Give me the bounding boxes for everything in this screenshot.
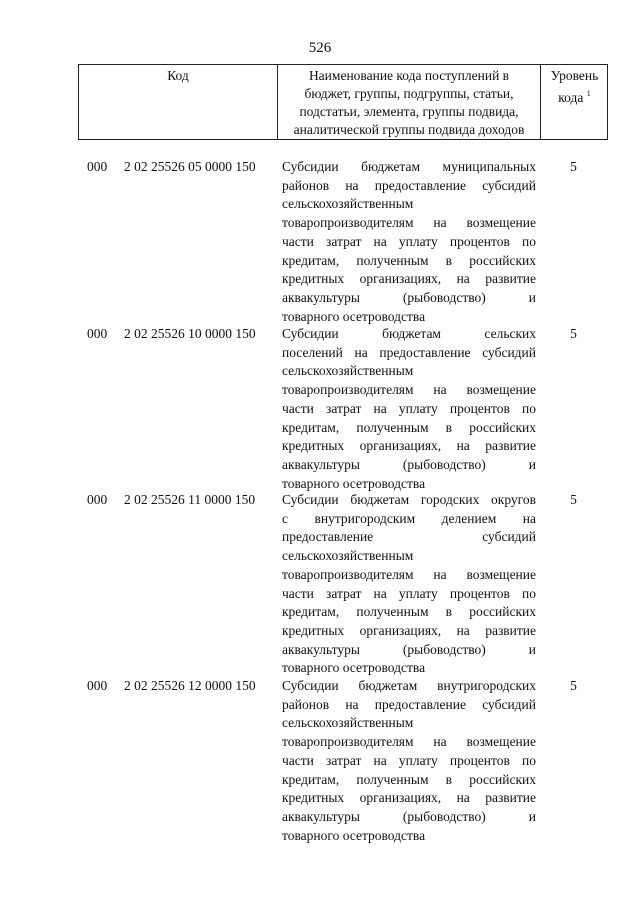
header-level-line1: Уровень: [550, 68, 599, 83]
header-name-line: подстатьи, элемента, группы подвида,: [299, 104, 519, 119]
revenue-name-line: части затрат на уплату процентов по: [282, 233, 536, 249]
code-level: 5: [570, 678, 577, 693]
revenue-name-line: товаропроизводителям на возмещение: [282, 215, 536, 231]
admin-code: 000: [87, 326, 108, 341]
revenue-name-line: кредитам, полученным в российских: [282, 604, 536, 620]
header-name-line: бюджет, группы, подгруппы, статьи,: [304, 86, 514, 101]
revenue-name-line: аквакультуры (рыбоводство) и: [282, 808, 536, 824]
revenue-name-line: сельскохозяйственным: [282, 196, 414, 212]
revenue-name-line: аквакультуры (рыбоводство) и: [282, 289, 536, 305]
revenue-name: [282, 491, 536, 678]
revenue-name-line: товарного осетроводства: [282, 475, 426, 491]
revenue-name-line: Субсидии бюджетам муниципальных: [282, 159, 536, 174]
header-level-text: кода: [558, 90, 584, 105]
code-level: 5: [570, 159, 577, 174]
revenue-name-line: товаропроизводителям на возмещение: [282, 734, 536, 750]
revenue-name: [282, 158, 536, 326]
revenue-name: [282, 677, 536, 845]
revenue-name-line: части затрат на уплату процентов по: [282, 752, 536, 768]
revenue-name-line: аквакультуры (рыбоводство) и: [282, 456, 536, 472]
revenue-name-line: кредитных организациях, на развитие: [282, 271, 536, 287]
revenue-code: 2 02 25526 10 0000 150: [124, 326, 256, 341]
page-number: 526: [308, 40, 332, 56]
revenue-name-line: с внутригородским делением на: [282, 510, 536, 526]
revenue-name-line: товаропроизводителям на возмещение: [282, 382, 536, 398]
revenue-name-line: части затрат на уплату процентов по: [282, 585, 536, 601]
revenue-name-line: товарного осетроводства: [282, 827, 426, 843]
header-name-line: Наименование кода поступлений в: [308, 68, 510, 83]
revenue-name-line: районов на предоставление субсидий: [282, 696, 536, 712]
revenue-name-line: Субсидии бюджетам внутригородских: [282, 678, 536, 693]
header-level: [541, 65, 608, 139]
revenue-name-line: кредитных организациях, на развитие: [282, 622, 536, 638]
table-header: [78, 64, 608, 140]
revenue-name-line: Субсидии бюджетам сельских: [282, 326, 536, 341]
revenue-name-line: аквакультуры (рыбоводство) и: [282, 641, 536, 657]
revenue-name-line: предоставление субсидий: [282, 529, 536, 545]
admin-code: 000: [87, 159, 108, 174]
footnote-marker: 1: [586, 89, 591, 98]
header-code: Код: [79, 65, 278, 139]
revenue-name-line: сельскохозяйственным: [282, 715, 414, 731]
revenue-name-line: сельскохозяйственным: [282, 548, 414, 564]
admin-code: 000: [87, 492, 108, 507]
admin-code: 000: [87, 678, 108, 693]
revenue-name: [282, 325, 536, 493]
revenue-code: 2 02 25526 11 0000 150: [124, 492, 256, 507]
header-level-line2: [541, 85, 608, 107]
header-name: [278, 65, 541, 139]
revenue-name-line: кредитам, полученным в российских: [282, 252, 536, 268]
revenue-name-line: поселений на предоставление субсидий: [282, 344, 536, 360]
revenue-name-line: части затрат на уплату процентов по: [282, 400, 536, 416]
revenue-name-line: товарного осетроводства: [282, 660, 426, 676]
revenue-name-line: товарного осетроводства: [282, 308, 426, 324]
revenue-name-line: Субсидии бюджетам городских округов: [282, 492, 536, 507]
revenue-code: 2 02 25526 05 0000 150: [124, 159, 256, 174]
revenue-name-line: кредитных организациях, на развитие: [282, 438, 536, 454]
code-level: 5: [570, 326, 577, 341]
revenue-name-line: кредитных организациях, на развитие: [282, 790, 536, 806]
revenue-name-line: кредитам, полученным в российских: [282, 419, 536, 435]
revenue-code: 2 02 25526 12 0000 150: [124, 678, 256, 693]
code-level: 5: [570, 492, 577, 507]
revenue-name-line: районов на предоставление субсидий: [282, 177, 536, 193]
revenue-name-line: товаропроизводителям на возмещение: [282, 566, 536, 582]
revenue-name-line: сельскохозяйственным: [282, 363, 414, 379]
header-name-line: аналитической группы подвида доходов: [293, 122, 525, 137]
revenue-name-line: кредитам, полученным в российских: [282, 771, 536, 787]
